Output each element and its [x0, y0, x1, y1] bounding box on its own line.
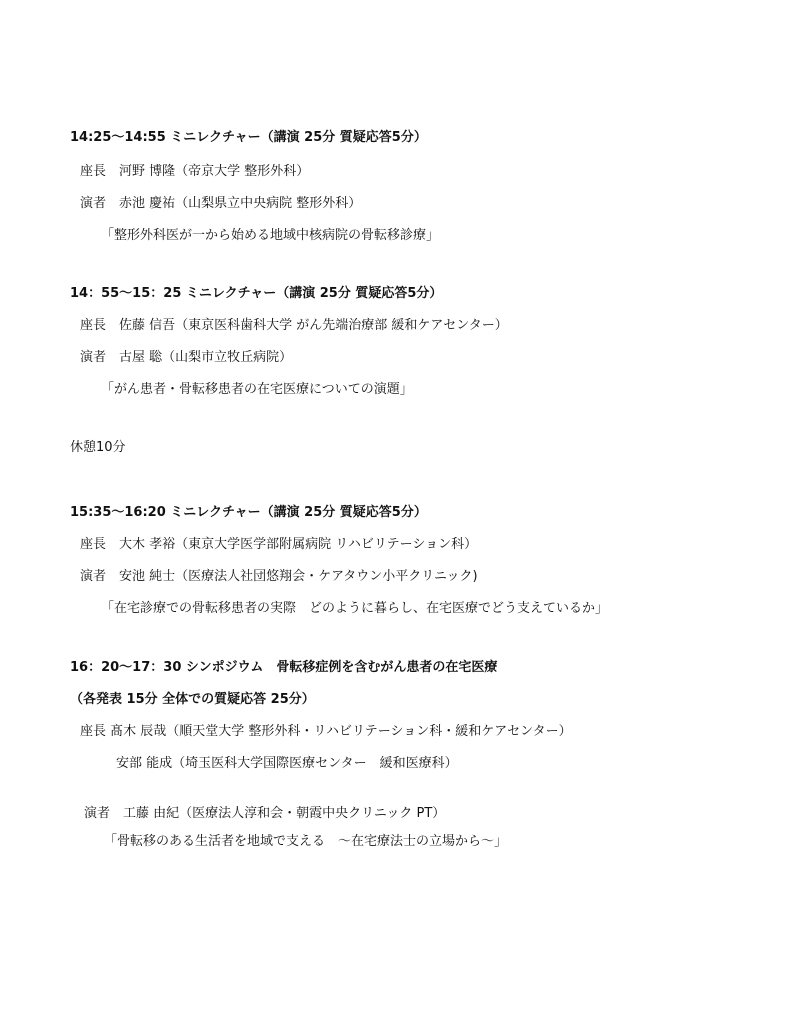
session-2-heading: 14：55～15：25 ミニレクチャー（講演 25分 質疑応答5分）: [70, 286, 443, 301]
session-2-speaker: 演者 古屋 聡（山梨市立牧丘病院）: [80, 350, 293, 365]
session-3-speaker: 演者 安池 純士（医療法人社団悠翔会・ケアタウン小平クリニック): [80, 569, 478, 584]
session-1-chair: 座長 河野 博隆（帝京大学 整形外科）: [80, 164, 310, 179]
session-3-chair: 座長 大木 孝裕（東京大学医学部附属病院 リハビリテーション科）: [80, 537, 478, 552]
symposium-chair-1: 座長 髙木 辰哉（順天堂大学 整形外科・リハビリテーション科・緩和ケアセンター）: [80, 724, 572, 739]
session-2-title: 「がん患者・骨転移患者の在宅医療についての演題」: [101, 382, 413, 397]
session-2-chair: 座長 佐藤 信吾（東京医科歯科大学 がん先端治療部 緩和ケアセンター）: [80, 318, 508, 333]
break-notice: 休憩10分: [70, 440, 126, 455]
symposium-speaker: 演者 工藤 由紀（医療法人淳和会・朝霞中央クリニック PT）: [84, 806, 446, 821]
session-3-title: 「在宅診療での骨転移患者の実際 どのように暮らし、在宅医療でどう支えているか」: [101, 601, 609, 616]
session-1-heading: 14:25～14:55 ミニレクチャー（講演 25分 質疑応答5分）: [70, 130, 427, 145]
symposium-subheading: （各発表 15分 全体での質疑応答 25分）: [70, 692, 315, 707]
session-3-heading: 15:35～16:20 ミニレクチャー（講演 25分 質疑応答5分）: [70, 505, 427, 520]
symposium-heading: 16：20～17：30 シンポジウム 骨転移症例を含むがん患者の在宅医療: [70, 660, 498, 675]
symposium-chair-2: 安部 能成（埼玉医科大学国際医療センター 緩和医療科）: [116, 756, 458, 771]
session-1-title: 「整形外科医が一から始める地域中核病院の骨転移診療」: [101, 228, 440, 243]
session-1-speaker: 演者 赤池 慶祐（山梨県立中央病院 整形外科）: [80, 196, 362, 211]
symposium-title: 「骨転移のある生活者を地域で支える ～在宅療法士の立場から～」: [104, 834, 508, 849]
